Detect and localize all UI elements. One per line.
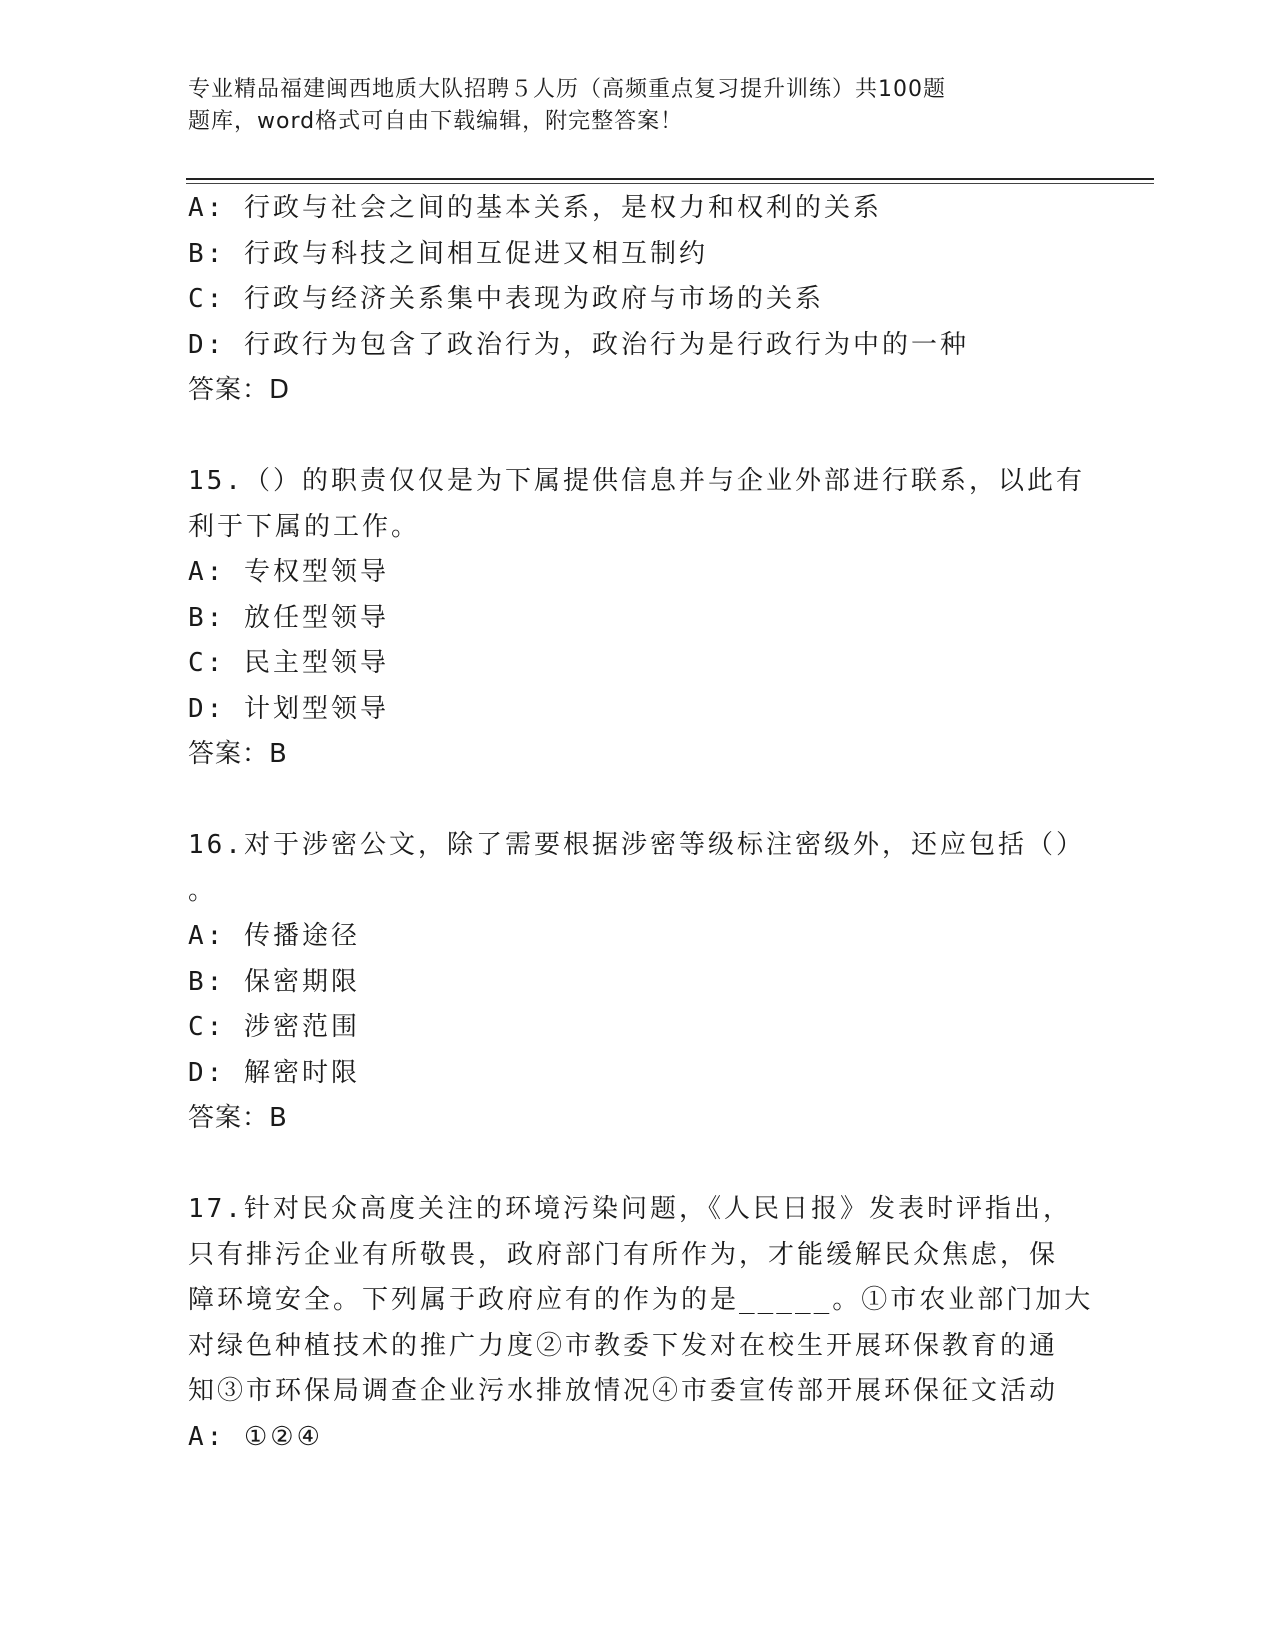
question-15 [188, 459, 1088, 778]
question-16 [188, 823, 1088, 1142]
option-d: D: 解密时限 [188, 1057, 360, 1088]
question-stem-line: 对绿色种植技术的推广力度②市教委下发对在校生开展环保教育的通 [188, 1330, 1059, 1361]
question-stem-line: 只有排污企业有所敬畏，政府部门有所作为，才能缓解民众焦虑，保 [188, 1239, 1059, 1270]
question-stem-line: 16.对于涉密公文，除了需要根据涉密等级标注密级外，还应包括（） [188, 830, 1085, 860]
option-a: A: ①②④ [188, 1421, 323, 1452]
question-14 [188, 186, 1088, 414]
spacer [188, 1142, 1088, 1188]
answer-line: 答案：D [188, 375, 291, 405]
question-stem-line: 15.（）的职责仅仅是为下属提供信息并与企业外部进行联系，以此有 [188, 466, 1085, 496]
spacer [188, 778, 1088, 824]
option-d: D: 计划型领导 [188, 693, 389, 724]
question-17 [188, 1187, 1094, 1460]
spacer [188, 414, 1088, 460]
question-stem-line: 障环境安全。下列属于政府应有的作为的是_____。①市农业部门加大 [188, 1285, 1094, 1315]
option-a: A: 行政与社会之间的基本关系，是权力和权利的关系 [188, 193, 882, 223]
document-header [188, 74, 1068, 138]
question-stem-line: 。 [188, 875, 218, 906]
option-b: B: 行政与科技之间相互促进又相互制约 [188, 238, 708, 269]
answer-line: 答案：B [188, 739, 288, 769]
option-a: A: 专权型领导 [188, 557, 389, 587]
option-a: A: 传播途径 [188, 921, 360, 951]
option-c: C: 民主型领导 [188, 648, 389, 678]
option-c: C: 涉密范围 [188, 1012, 360, 1042]
option-c: C: 行政与经济关系集中表现为政府与市场的关系 [188, 284, 824, 314]
question-stem-line: 知③市环保局调查企业污水排放情况④市委宣传部开展环保征文活动 [188, 1376, 1059, 1406]
question-content [188, 186, 1094, 1460]
header-divider-thin [186, 183, 1154, 184]
header-title-line-1: 专业精品福建闽西地质大队招聘５人历（高频重点复习提升训练）共100题 [188, 77, 946, 102]
question-stem-line: 利于下属的工作。 [188, 511, 421, 542]
answer-line: 答案：B [188, 1103, 288, 1133]
option-b: B: 保密期限 [188, 966, 360, 997]
option-d: D: 行政行为包含了政治行为，政治行为是行政行为中的一种 [188, 329, 969, 360]
option-b: B: 放任型领导 [188, 602, 389, 633]
header-title-line-2: 题库，word格式可自由下载编辑，附完整答案！ [188, 109, 684, 134]
header-divider-thick [186, 178, 1154, 180]
question-stem-line: 17.针对民众高度关注的环境污染问题，《人民日报》发表时评指出， [188, 1194, 1072, 1224]
